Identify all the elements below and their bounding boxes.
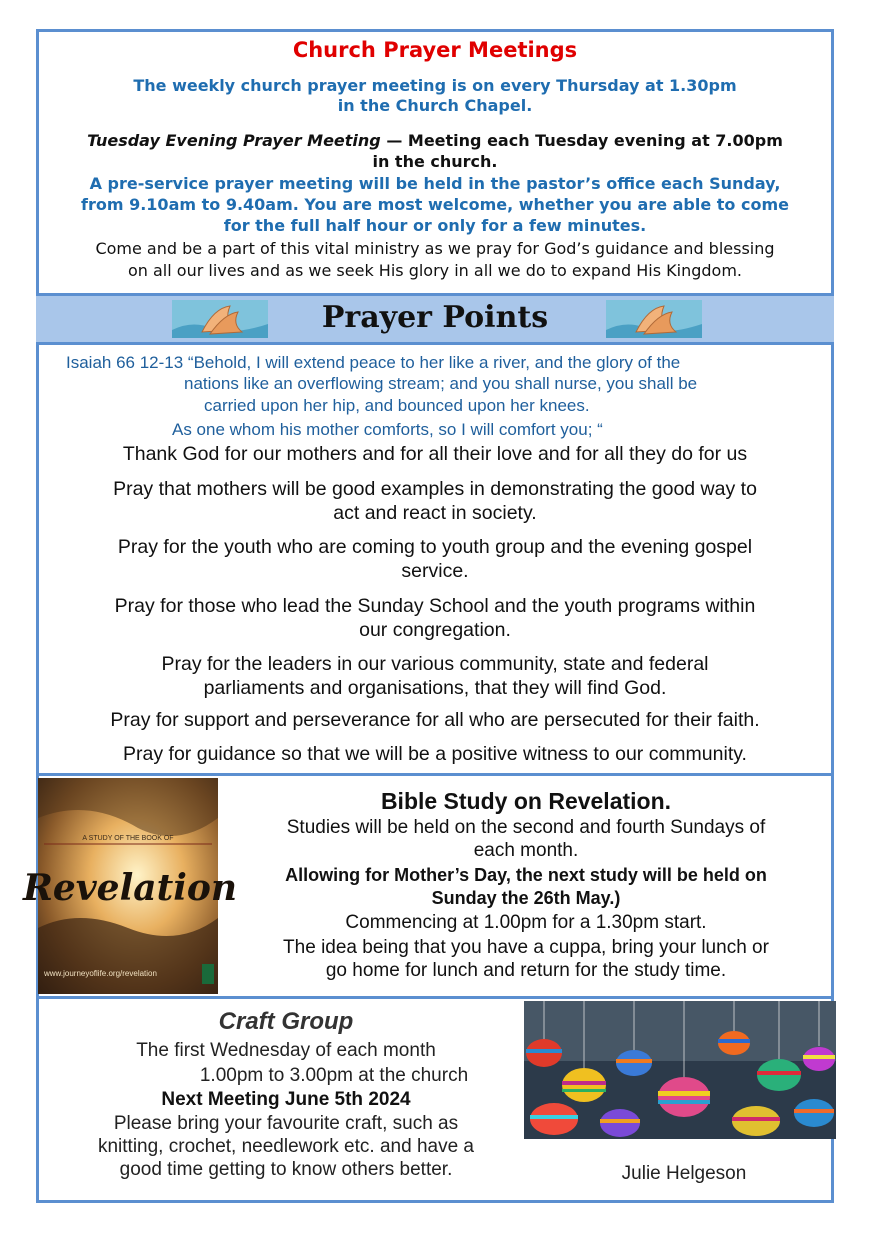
verse-line: Isaiah 66 12-13 “Behold, I will extend peace to her like a river, and the glory of the bbox=[66, 353, 681, 372]
craft-group-when: The first Wednesday of each month bbox=[136, 1040, 436, 1061]
craft-group-section bbox=[36, 999, 834, 1200]
invitation-text: Come and be a part of this vital ministry as we pray for God’s guidance and blessing on all our lives and as we seek His glory in all we do to expand His Kingdom. bbox=[95, 239, 775, 280]
craft-group-title: Craft Group bbox=[218, 1008, 354, 1035]
prayer-meetings-title: Church Prayer Meetings bbox=[292, 38, 578, 62]
weekly-meeting-text: The weekly church prayer meeting is on every Thursday at 1.30pm in the Church Chapel. bbox=[133, 76, 737, 115]
prayer-points-banner bbox=[36, 296, 834, 342]
photo-credit: Julie Helgeson bbox=[621, 1163, 747, 1184]
prayer-point: Pray for the leaders in our various community, state and federal parliaments and organisations, that they will find God. bbox=[161, 653, 709, 699]
verse-line: nations like an overflowing stream; and you shall nurse, you shall be bbox=[184, 374, 698, 393]
image-title: Revelation bbox=[22, 867, 238, 909]
verse-line: As one whom his mother comforts, so I will comfort you; “ bbox=[172, 420, 603, 439]
craft-image bbox=[524, 1001, 836, 1139]
prayer-points-title: Prayer Points bbox=[321, 300, 549, 335]
bible-study-schedule: Studies will be held on the second and fourth Sundays of each month. bbox=[286, 817, 766, 861]
bible-study-section bbox=[22, 776, 834, 996]
prayer-point: Pray that mothers will be good examples in demonstrating the good way to act and react in society. bbox=[113, 478, 757, 524]
craft-group-description: Please bring your favourite craft, such as knitting, crochet, needlework etc. and have a good time getting to know others better. bbox=[97, 1113, 474, 1180]
craft-group-time: 1.00pm to 3.00pm at the church bbox=[199, 1065, 469, 1086]
bible-study-time: Commencing at 1.00pm for a 1.30pm start. bbox=[345, 912, 707, 933]
prayer-point: Pray for support and perseverance for all who are persecuted for their faith. bbox=[110, 709, 760, 731]
bible-study-notice: Allowing for Mother’s Day, the next study will be held on Sunday the 26th May.) bbox=[285, 865, 767, 908]
image-url: www.journeyoflife.org/revelation bbox=[44, 969, 157, 978]
prayer-point: Pray for guidance so that we will be a positive witness to our community. bbox=[123, 743, 747, 765]
tuesday-meeting-text: Tuesday Evening Prayer Meeting — Meeting each Tuesday evening at 7.00pm in the church. bbox=[87, 131, 783, 171]
image-small-caption: A STUDY OF THE BOOK OF bbox=[82, 835, 174, 842]
preservice-meeting-text: A pre-service prayer meeting will be held in the pastor’s office each Sunday, from 9.10am to 9.40am. You are most welcome, whether you are able to come for the full half hour or only for a few minutes. bbox=[81, 174, 789, 235]
prayer-point: Thank God for our mothers and for all their love and for all they do for us bbox=[122, 443, 748, 465]
prayer-points-section bbox=[36, 344, 834, 773]
prayer-point: Pray for the youth who are coming to youth group and the evening gospel service. bbox=[117, 536, 753, 582]
bible-study-title: Bible Study on Revelation. bbox=[380, 788, 672, 814]
prayer-meetings-section bbox=[36, 32, 834, 294]
verse-line: carried upon her hip, and bounced upon her knees. bbox=[204, 396, 590, 415]
revelation-image bbox=[22, 778, 238, 994]
craft-group-next-meeting: Next Meeting June 5th 2024 bbox=[161, 1089, 411, 1110]
prayer-point: Pray for those who lead the Sunday School and the youth programs within our congregation. bbox=[114, 595, 756, 641]
bible-study-details: The idea being that you have a cuppa, bring your lunch or go home for lunch and return for the study time. bbox=[283, 937, 769, 981]
praying-hands-icon bbox=[606, 300, 702, 338]
